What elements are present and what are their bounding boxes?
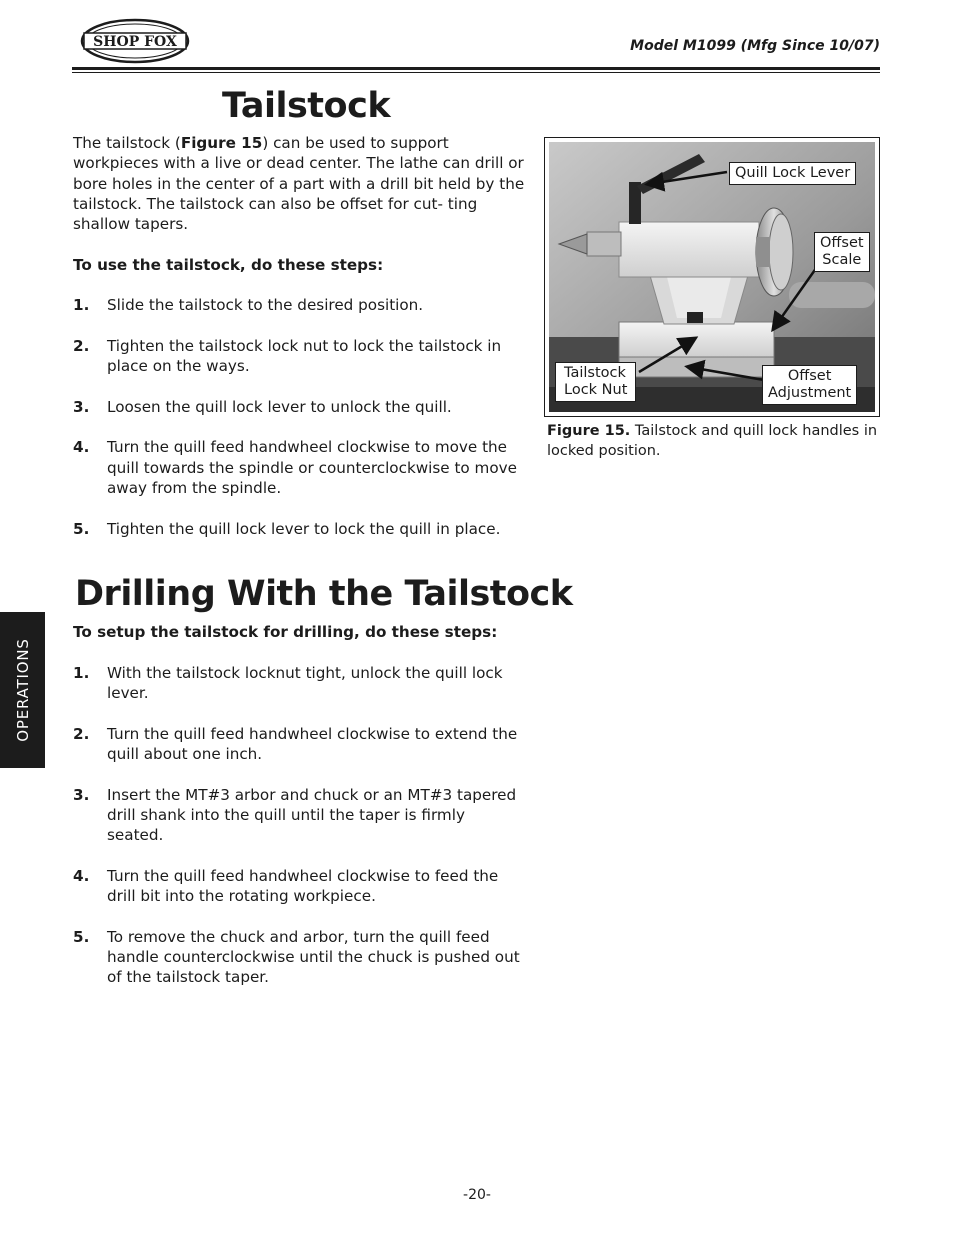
list-item: 2. Tighten the tailstock lock nut to lock the tailstock in place on the ways. bbox=[73, 336, 502, 376]
list-item: 5. To remove the chuck and arbor, turn the quill feed handle counterclockwise until the chuck is pushed out of the tailstock taper. bbox=[73, 927, 520, 987]
list-item: 4. Turn the quill feed handwheel clockwise to move the quill towards the spindle or counterclockwise to move away from the spindle. bbox=[73, 438, 517, 498]
svg-text:SHOP FOX: SHOP FOX bbox=[93, 34, 177, 50]
page-number: -20- bbox=[463, 1187, 491, 1203]
callout-quill-lock-lever: Quill Lock Lever bbox=[729, 162, 856, 185]
list-item: 3. Loosen the quill lock lever to unlock the quill. bbox=[73, 397, 452, 416]
figure-reference[interactable]: Figure 15 bbox=[180, 134, 263, 152]
drilling-steps-lead: To setup the tailstock for drilling, do these steps: bbox=[73, 623, 498, 642]
model-number: Model M1099 (Mfg Since 10/07) bbox=[630, 38, 880, 54]
drilling-body bbox=[73, 602, 525, 988]
callout-tailstock-lock-nut: Tailstock Lock Nut bbox=[555, 362, 636, 402]
callout-offset-adjustment: Offset Adjustment bbox=[762, 365, 857, 405]
header-rule-thin bbox=[72, 72, 880, 73]
list-item: 4. Turn the quill feed handwheel clockwise to feed the drill bit into the rotating workpiece. bbox=[73, 866, 499, 906]
tailstock-body bbox=[73, 133, 525, 539]
section-title-drilling: Drilling With the Tailstock bbox=[75, 574, 573, 614]
list-item: 1. With the tailstock locknut tight, unlock the quill lock lever. bbox=[73, 663, 503, 703]
list-item: 3. Insert the MT#3 arbor and chuck or an MT#3 tapered drill shank into the quill until the taper is firmly seated. bbox=[73, 785, 517, 845]
figure-caption-text: Tailstock and quill lock handles in locked position. bbox=[547, 423, 878, 459]
figure-15 bbox=[544, 137, 880, 417]
list-item: 1. Slide the tailstock to the desired position. bbox=[73, 296, 424, 315]
shop-fox-logo bbox=[80, 18, 190, 64]
list-item: 2. Turn the quill feed handwheel clockwise to extend the quill about one inch. bbox=[73, 724, 518, 764]
callout-offset-scale: Offset Scale bbox=[814, 232, 870, 272]
tailstock-steps-list bbox=[73, 295, 525, 539]
list-item: 5. Tighten the quill lock lever to lock the quill in place. bbox=[73, 519, 501, 538]
side-tab-operations[interactable]: OPERATIONS bbox=[0, 612, 45, 768]
figure-label: Figure 15. bbox=[547, 423, 631, 439]
figure-caption bbox=[547, 421, 882, 461]
header-rule bbox=[72, 67, 880, 70]
section-title-tailstock: Tailstock bbox=[222, 86, 391, 126]
tailstock-intro: The tailstock (Figure 15) can be used to support workpieces with a live or dead center. The lathe can drill or bore holes in the center of a part with a drill bit held by the tailstock. The tailstock can also be offset for cut- ting shallow tapers. bbox=[73, 134, 525, 234]
drilling-steps-list bbox=[73, 663, 525, 988]
tailstock-steps-lead: To use the tailstock, do these steps: bbox=[73, 255, 384, 274]
